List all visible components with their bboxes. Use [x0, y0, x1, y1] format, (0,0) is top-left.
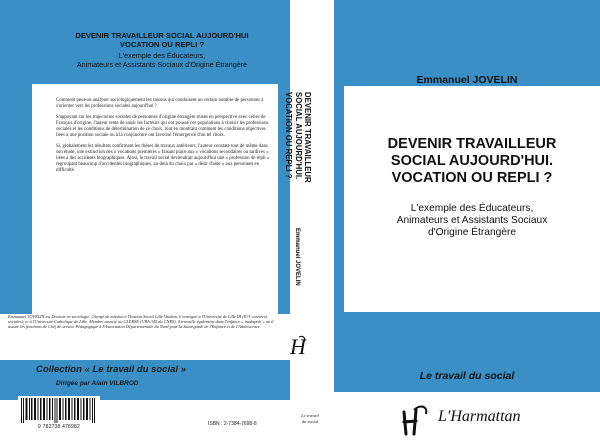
spine-title-line-2: SOCIAL AUJOURD'HUI.: [293, 92, 303, 180]
back-subtitle-line-1: L'exemple des Éducateurs,: [118, 51, 206, 60]
front-subtitle: [344, 203, 600, 239]
collection-director: Dirigée par Alain VILBROD: [56, 380, 139, 387]
isbn: ISBN : 2-7384-7698-8: [208, 421, 257, 427]
back-title-line-1: DEVENIR TRAVAILLEUR SOCIAL AUJOURD'HUI: [75, 31, 249, 40]
spine-collection-line-1: Le travail: [301, 413, 319, 418]
front-title: [344, 136, 600, 187]
blurb-paragraph: Comment peut-on analyser sociologiquement les raisons qui conduisent un certain nombre de personnes à s'orienter vers les professions sociales aujourd'hui ?: [56, 98, 264, 110]
spine-logo-letter: H: [290, 334, 306, 359]
harmattan-logo-icon: [384, 404, 432, 438]
back-cover-title: [46, 31, 278, 49]
author-bio: Emmanuel JOVELIN est Docteur en sociologie. Chargé de mission à l'Institut Social Lille Vauban, il enseigne à l'Université de Lille III (IUT carrières sociales), et à l'Université Catholique de Lille. Membre associé au CLERSE (URA 345 du CNRS), il travaille également dans l'enfance « inadaptée » où il assure les fonctions de Chef de service Pédagogique à l'Association Départementale du Nord pour la Sauvegarde de l'Enfance et de l'Adolescence.: [8, 314, 274, 330]
front-title-line-3: VOCATION OU REPLI ?: [391, 170, 553, 186]
blurb-paragraph: S'appuyant sur les trajectoires sociales de personnes d'origine étrangère mises en perspective avec celles de Français d'origine, l'auteur tente de saisir les facteurs qui ont poussé ces populations à choisir les professions sociales et les conditions de détermination de ce choix, tout en montrant comment les conditions objectives liées à une position sociale ou à la conjoncture ont favorisé l'émergence d'un tel choix.: [56, 114, 269, 138]
spine-collection-line-2: du social: [301, 418, 319, 424]
barcode: [18, 396, 100, 432]
back-cover-subtitle: [46, 52, 278, 69]
back-cover-blurb: [56, 98, 274, 179]
blurb-paragraph: Si, globalement les résultats confirment les thèses de travaux antérieurs, l'auteur constate tout de même dans son étude, une extinction des « vocations premières » faisant place aux « vocations secondaires ou tardives » liées à des accidents biographiques. Ainsi, le travail social deviendrait aujourd'hui une « profession de repli » regroupant beaucoup d'accidentés biographiques, au-delà du choix par « désir d'aide » aux personnes en difficulté.: [56, 143, 270, 173]
front-title-line-1: DEVENIR TRAVAILLEUR: [387, 136, 557, 152]
front-title-line-2: SOCIAL AUJOURD'HUI.: [390, 153, 554, 169]
back-subtitle-line-2: Animateurs et Assistants Sociaux d'Origine Étrangère: [76, 59, 248, 69]
spine-author: Emmanuel JOVELIN: [294, 228, 300, 286]
front-subtitle-line-2: Animateurs et Assistants Sociaux: [396, 215, 548, 226]
spine-title-line-1: DEVENIR TRAVAILLEUR: [303, 92, 312, 183]
front-subtitle-line-3: d'Origine Étrangère: [427, 227, 517, 238]
spine-title-line-3: VOCATION OU REPLI ?: [284, 92, 294, 179]
collection-title: Collection « Le travail du social »: [36, 364, 186, 375]
publisher-name: L'Harmattan: [438, 408, 521, 425]
barcode-number: 9 782738 476982: [38, 424, 80, 430]
front-author: Emmanuel JOVELIN: [416, 74, 518, 86]
front-collection: Le travail du social: [419, 370, 515, 382]
barcode-bars-icon: [21, 398, 97, 423]
back-title-line-2: VOCATION OU REPLI ?: [119, 40, 205, 49]
front-subtitle-line-1: L'exemple des Éducateurs,: [410, 203, 534, 214]
spine-collection: [293, 413, 327, 424]
harmattan-logo-icon: [288, 333, 308, 359]
front-cover-left-strip: [334, 86, 344, 312]
back-cover-left-strip: [0, 84, 32, 314]
